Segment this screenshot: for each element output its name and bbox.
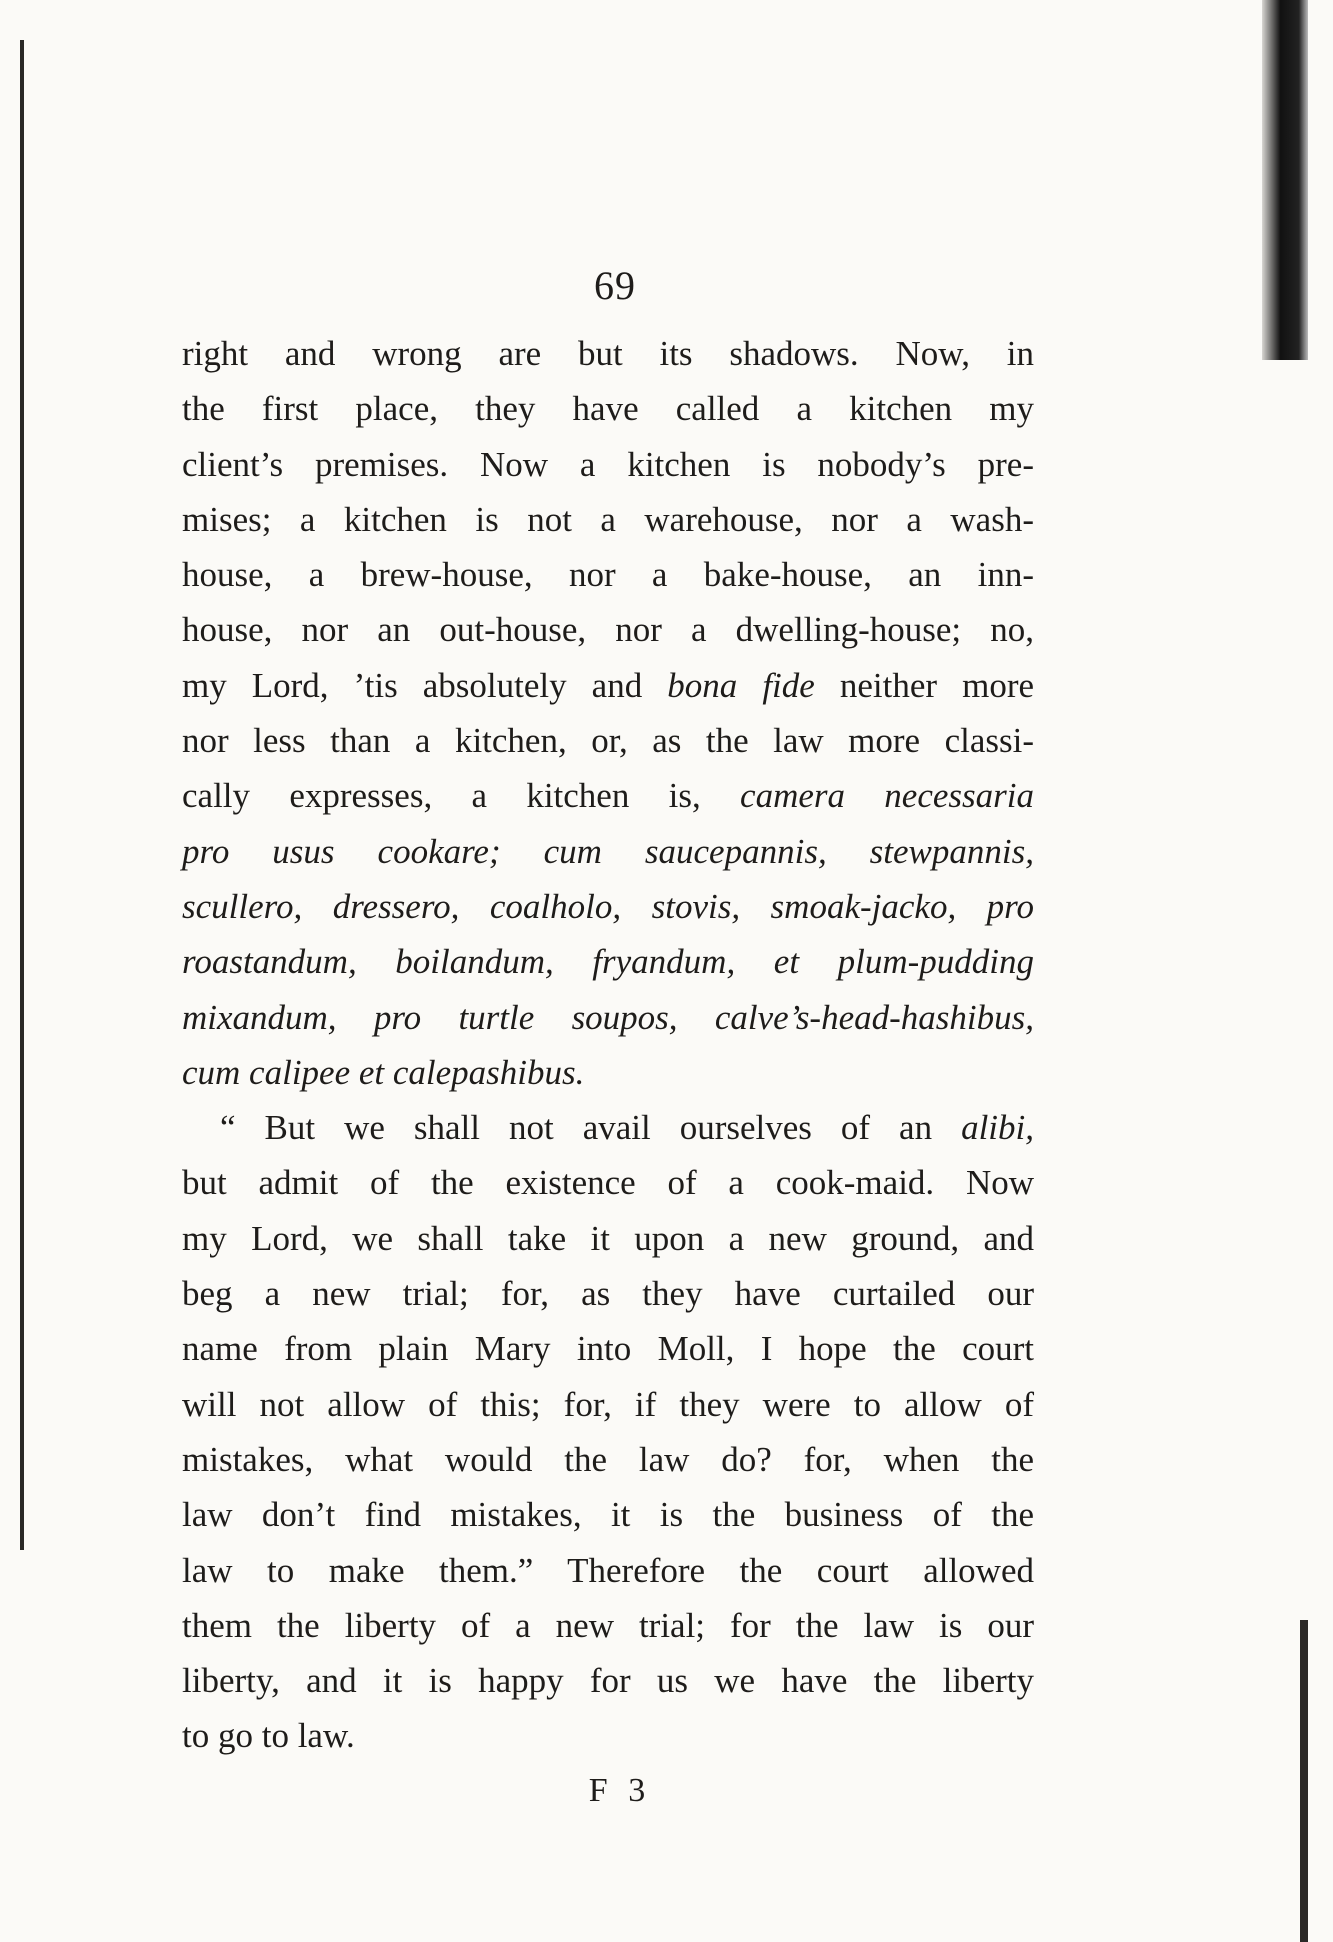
text-line [182,1543,1034,1598]
text-line [182,1598,1034,1653]
page-number: 69 [594,263,636,308]
text-line [182,1432,1034,1487]
text-line [182,990,1034,1045]
text-segment: right and wrong are but its shadows. Now, in [182,334,1034,373]
text-line [182,1045,1034,1100]
text-segment: cally expresses, a kitchen is, [182,776,741,816]
text-segment: my Lord, ’tis absolutely and [182,665,668,705]
text-line [182,381,1034,436]
text-line [182,547,1034,602]
text-line [182,713,1034,768]
text-segment: house, nor an out-house, nor a dwelling-house; no, [182,610,1034,650]
text-segment: but admit of the existence of a cook-maid. Now [182,1163,1034,1203]
right-page-edge-shadow [1262,0,1308,360]
text-line [182,1377,1034,1432]
italic-segment: scullero, dressero, coalholo, stovis, smoak-jacko, pro [182,886,1034,926]
italic-segment: mixandum, pro turtle soupos, calve’s-head-hashibus, [182,997,1034,1037]
text-segment: law don’t find mistakes, it is the business of the [182,1495,1034,1535]
text-segment: neither more [814,665,1035,705]
text-segment: mistakes, what would the law do? for, when the [182,1439,1034,1479]
text-line [182,602,1034,657]
italic-segment: pro usus cookare; cum saucepannis, stewpannis, [182,831,1034,871]
text-line [182,934,1034,989]
text-segment: client’s premises. Now a kitchen is nobody’s pre- [182,444,1034,484]
text-segment: the first place, they have called a kitchen my [182,389,1034,429]
signature-mark: F 3 [588,1772,652,1809]
text-line [182,492,1034,547]
text-segment: house, a brew-house, nor a bake-house, an inn- [182,555,1034,595]
italic-segment: camera necessaria [740,776,1035,816]
text-line [182,1487,1034,1542]
text-line [182,1100,1034,1155]
text-line [182,768,1034,823]
text-segment: law to make them.” Therefore the court allowed [182,1550,1034,1590]
text-segment: nor less than a kitchen, or, as the law more classi- [182,721,1034,761]
text-segment: name from plain Mary into Moll, I hope the court [182,1329,1034,1369]
text-segment: mises; a kitchen is not a warehouse, nor a wash- [182,499,1034,539]
text-segment: my Lord, we shall take it upon a new ground, and [182,1218,1034,1258]
text-line [182,326,1034,381]
text-line [182,658,1034,713]
text-segment: will not allow of this; for, if they were to allow of [182,1384,1034,1424]
italic-segment: roastandum, boilandum, fryandum, et plum-pudding [182,942,1034,982]
text-line [182,824,1034,879]
text-segment: beg a new trial; for, as they have curtailed our [182,1274,1034,1314]
text-line [182,1653,1034,1708]
text-segment: liberty, and it is happy for us we have the liberty [182,1661,1034,1701]
body-text [182,326,1034,1764]
left-binding-edge [20,40,24,1550]
text-segment: them the liberty of a new trial; for the law is our [182,1605,1034,1645]
text-line [182,437,1034,492]
text-segment: “ But we shall not avail ourselves of an [220,1108,962,1148]
text-segment: to go to law. [182,1716,355,1756]
italic-segment: cum calipee et calepashibus. [182,1052,585,1092]
right-page-edge-lower [1300,1620,1308,1942]
text-line [182,1211,1034,1266]
italic-segment: alibi, [961,1108,1034,1148]
text-line [182,1321,1034,1376]
text-line [182,1266,1034,1321]
text-line [182,1708,1034,1763]
text-line [182,879,1034,934]
text-line [182,1155,1034,1210]
italic-segment: bona fide [667,665,815,705]
